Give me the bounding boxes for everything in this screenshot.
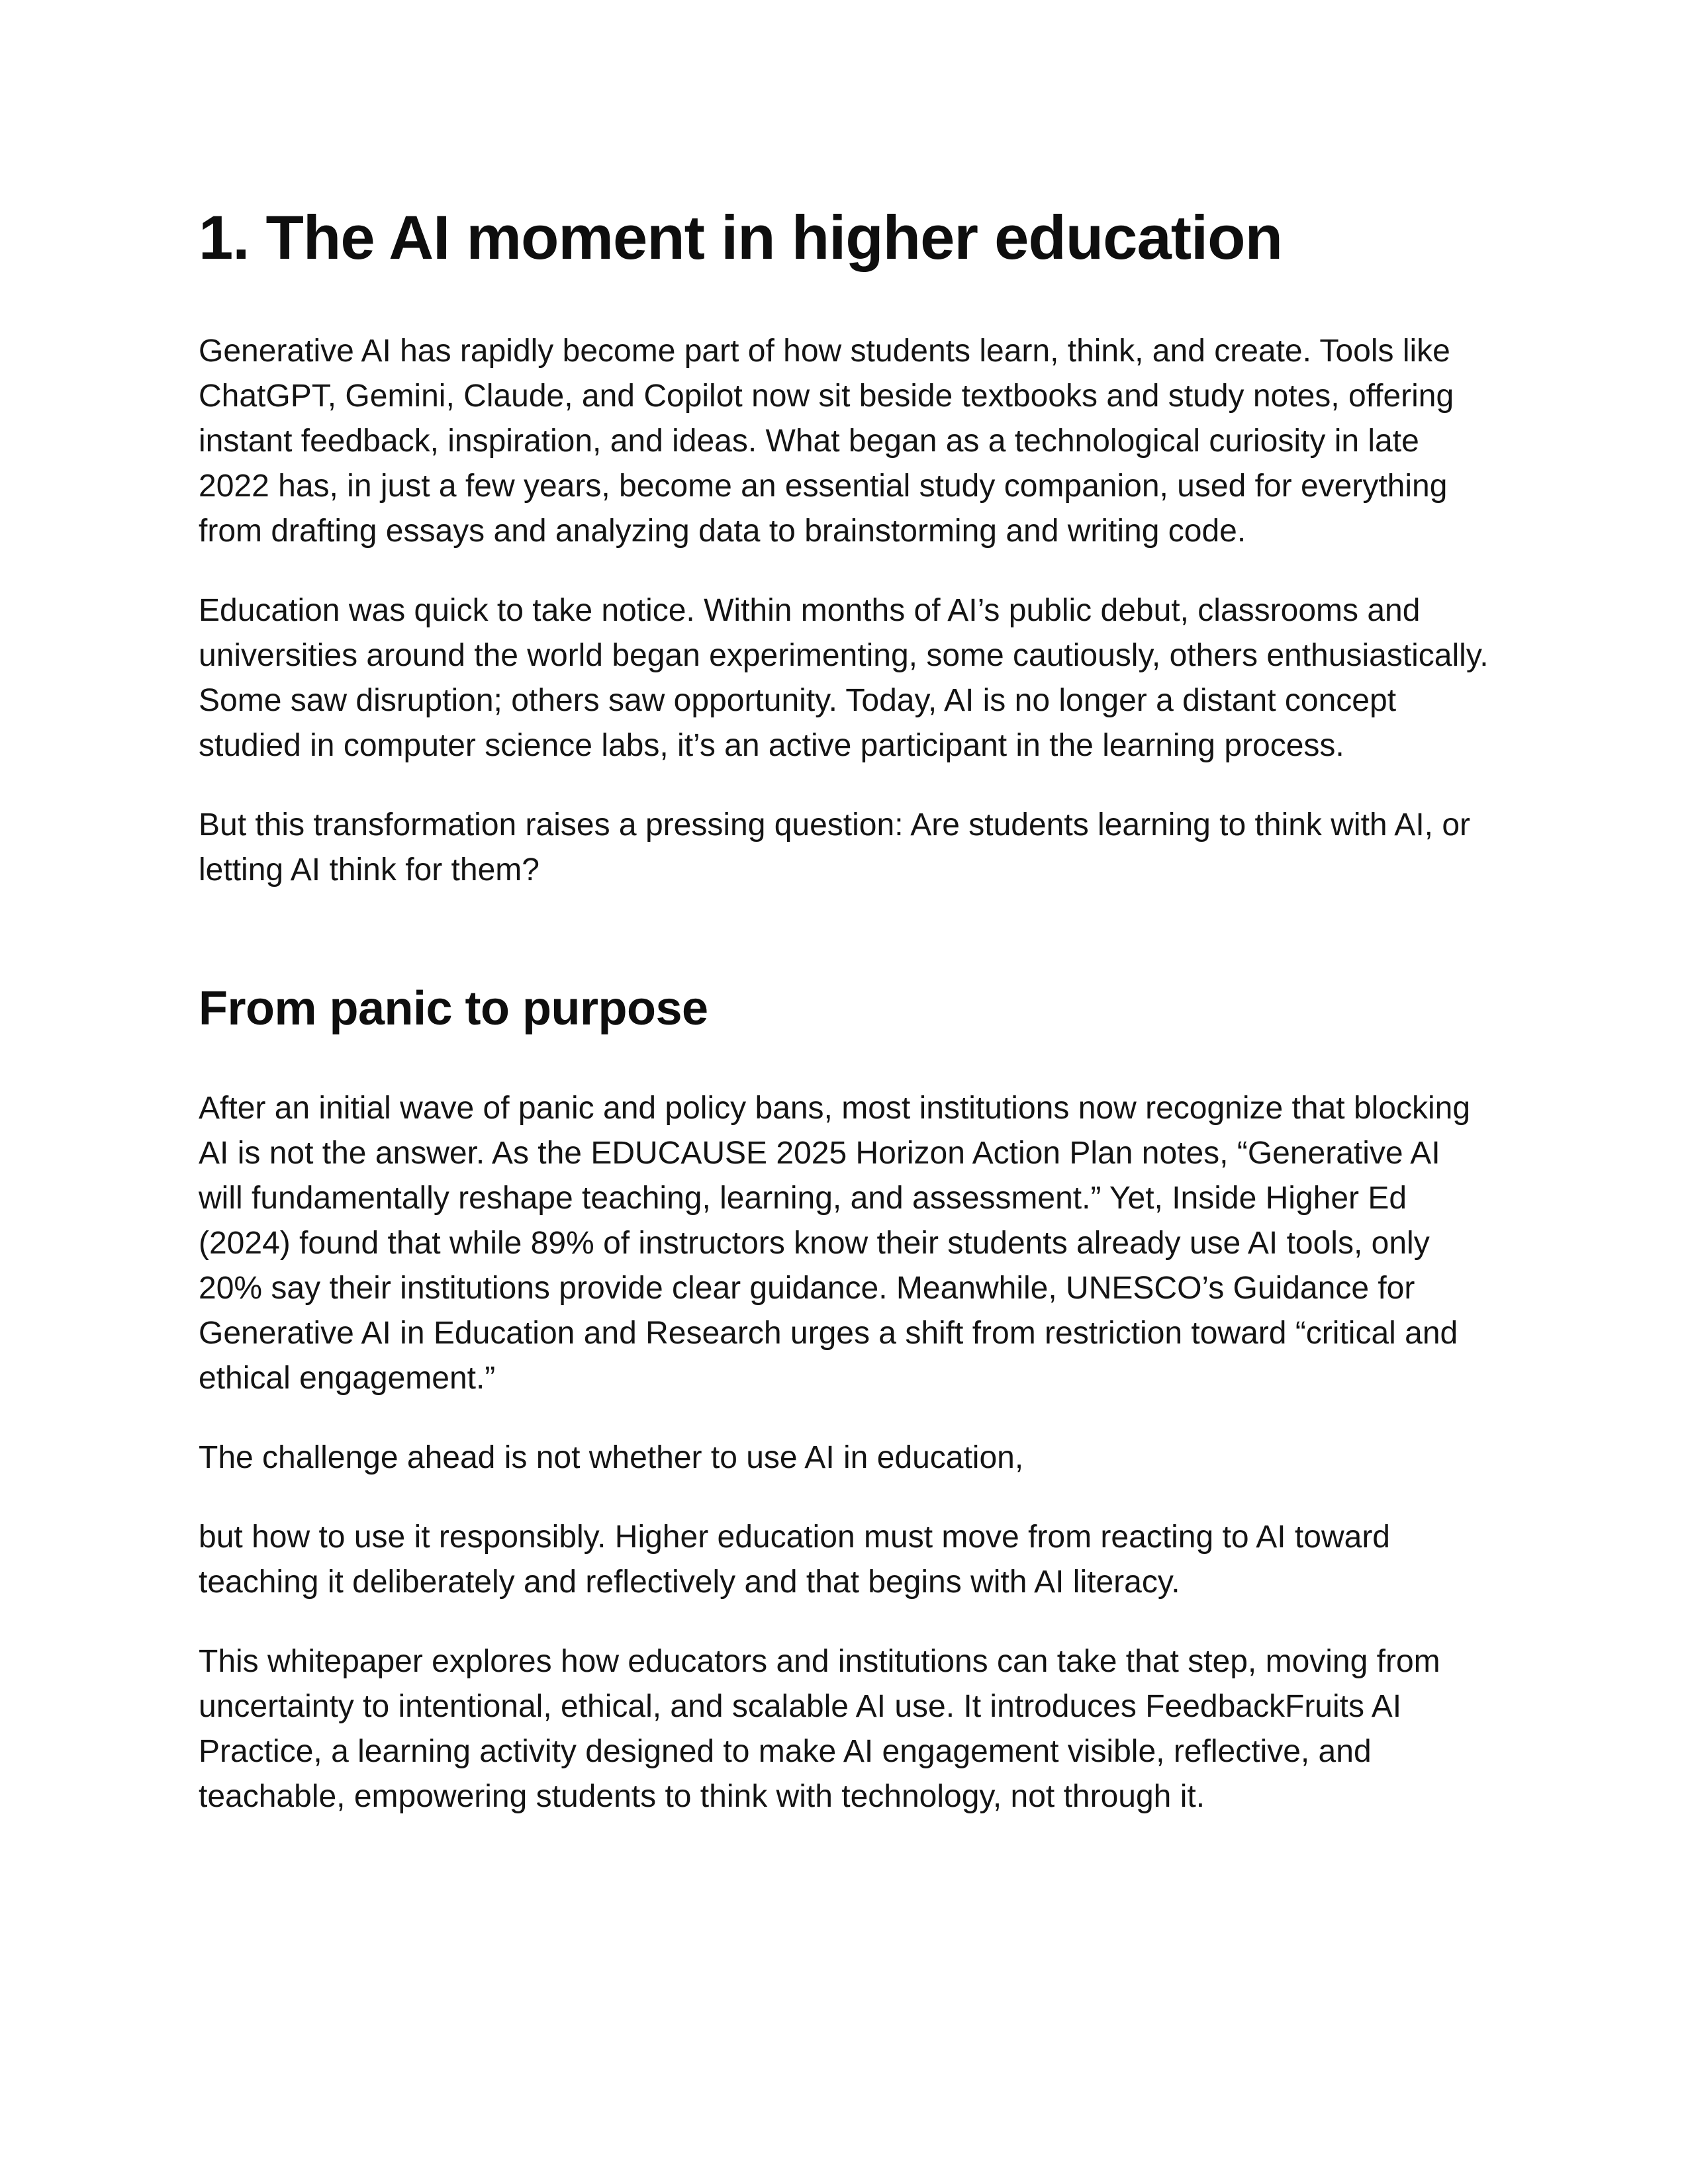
paragraph-education-reaction: Education was quick to take notice. Within months of AI’s public debut, classrooms and universities around the world began experimenting, some cautiously, others enthusiastically. Some saw disruption; others saw opportunity. Today, AI is no longer a distant concept studied in computer science labs, it’s an active participant in the learning process. bbox=[199, 593, 1489, 764]
chapter-heading: 1. The AI moment in higher education bbox=[199, 203, 1282, 272]
paragraph-responsible-use: but how to use it responsibly. Higher education must move from reacting to AI toward teaching it deliberately and reflectively and that begins with AI literacy. bbox=[199, 1520, 1390, 1600]
paragraph-pressing-question: But this transformation raises a pressing question: Are students learning to think with AI, or letting AI think for them? bbox=[199, 807, 1471, 888]
paragraph-challenge-ahead: The challenge ahead is not whether to use AI in education, bbox=[199, 1440, 1024, 1476]
paragraph-whitepaper-overview: This whitepaper explores how educators and institutions can take that step, moving from uncertainty to intentional, ethical, and scalable AI use. It introduces FeedbackFruits AI Practice, a learning activity designed to make AI engagement visible, reflective, and teachable, empowering students to think with technology, not through it. bbox=[199, 1644, 1440, 1815]
section-heading: From panic to purpose bbox=[199, 982, 708, 1036]
paragraph-generative-ai-adoption: Generative AI has rapidly become part of how students learn, think, and create. Tools like ChatGPT, Gemini, Claude, and Copilot now sit beside textbooks and study notes, offering instant feedback, inspiration, and ideas. What began as a technological curiosity in late 2022 has, in just a few years, become an essential study companion, used for everything from drafting essays and analyzing data to brainstorming and writing code. bbox=[199, 334, 1454, 549]
paragraph-panic-policy-bans: After an initial wave of panic and policy bans, most institutions now recognize that blocking AI is not the answer. As the EDUCAUSE 2025 Horizon Action Plan notes, “Generative AI will fundamentally reshape teaching, learning, and assessment.” Yet, Inside Higher Ed (2024) found that while 89% of instructors know their students already use AI tools, only 20% say their institutions provide clear guidance. Meanwhile, UNESCO’s Guidance for Generative AI in Education and Research urges a shift from restriction toward “critical and ethical engagement.” bbox=[199, 1091, 1471, 1396]
